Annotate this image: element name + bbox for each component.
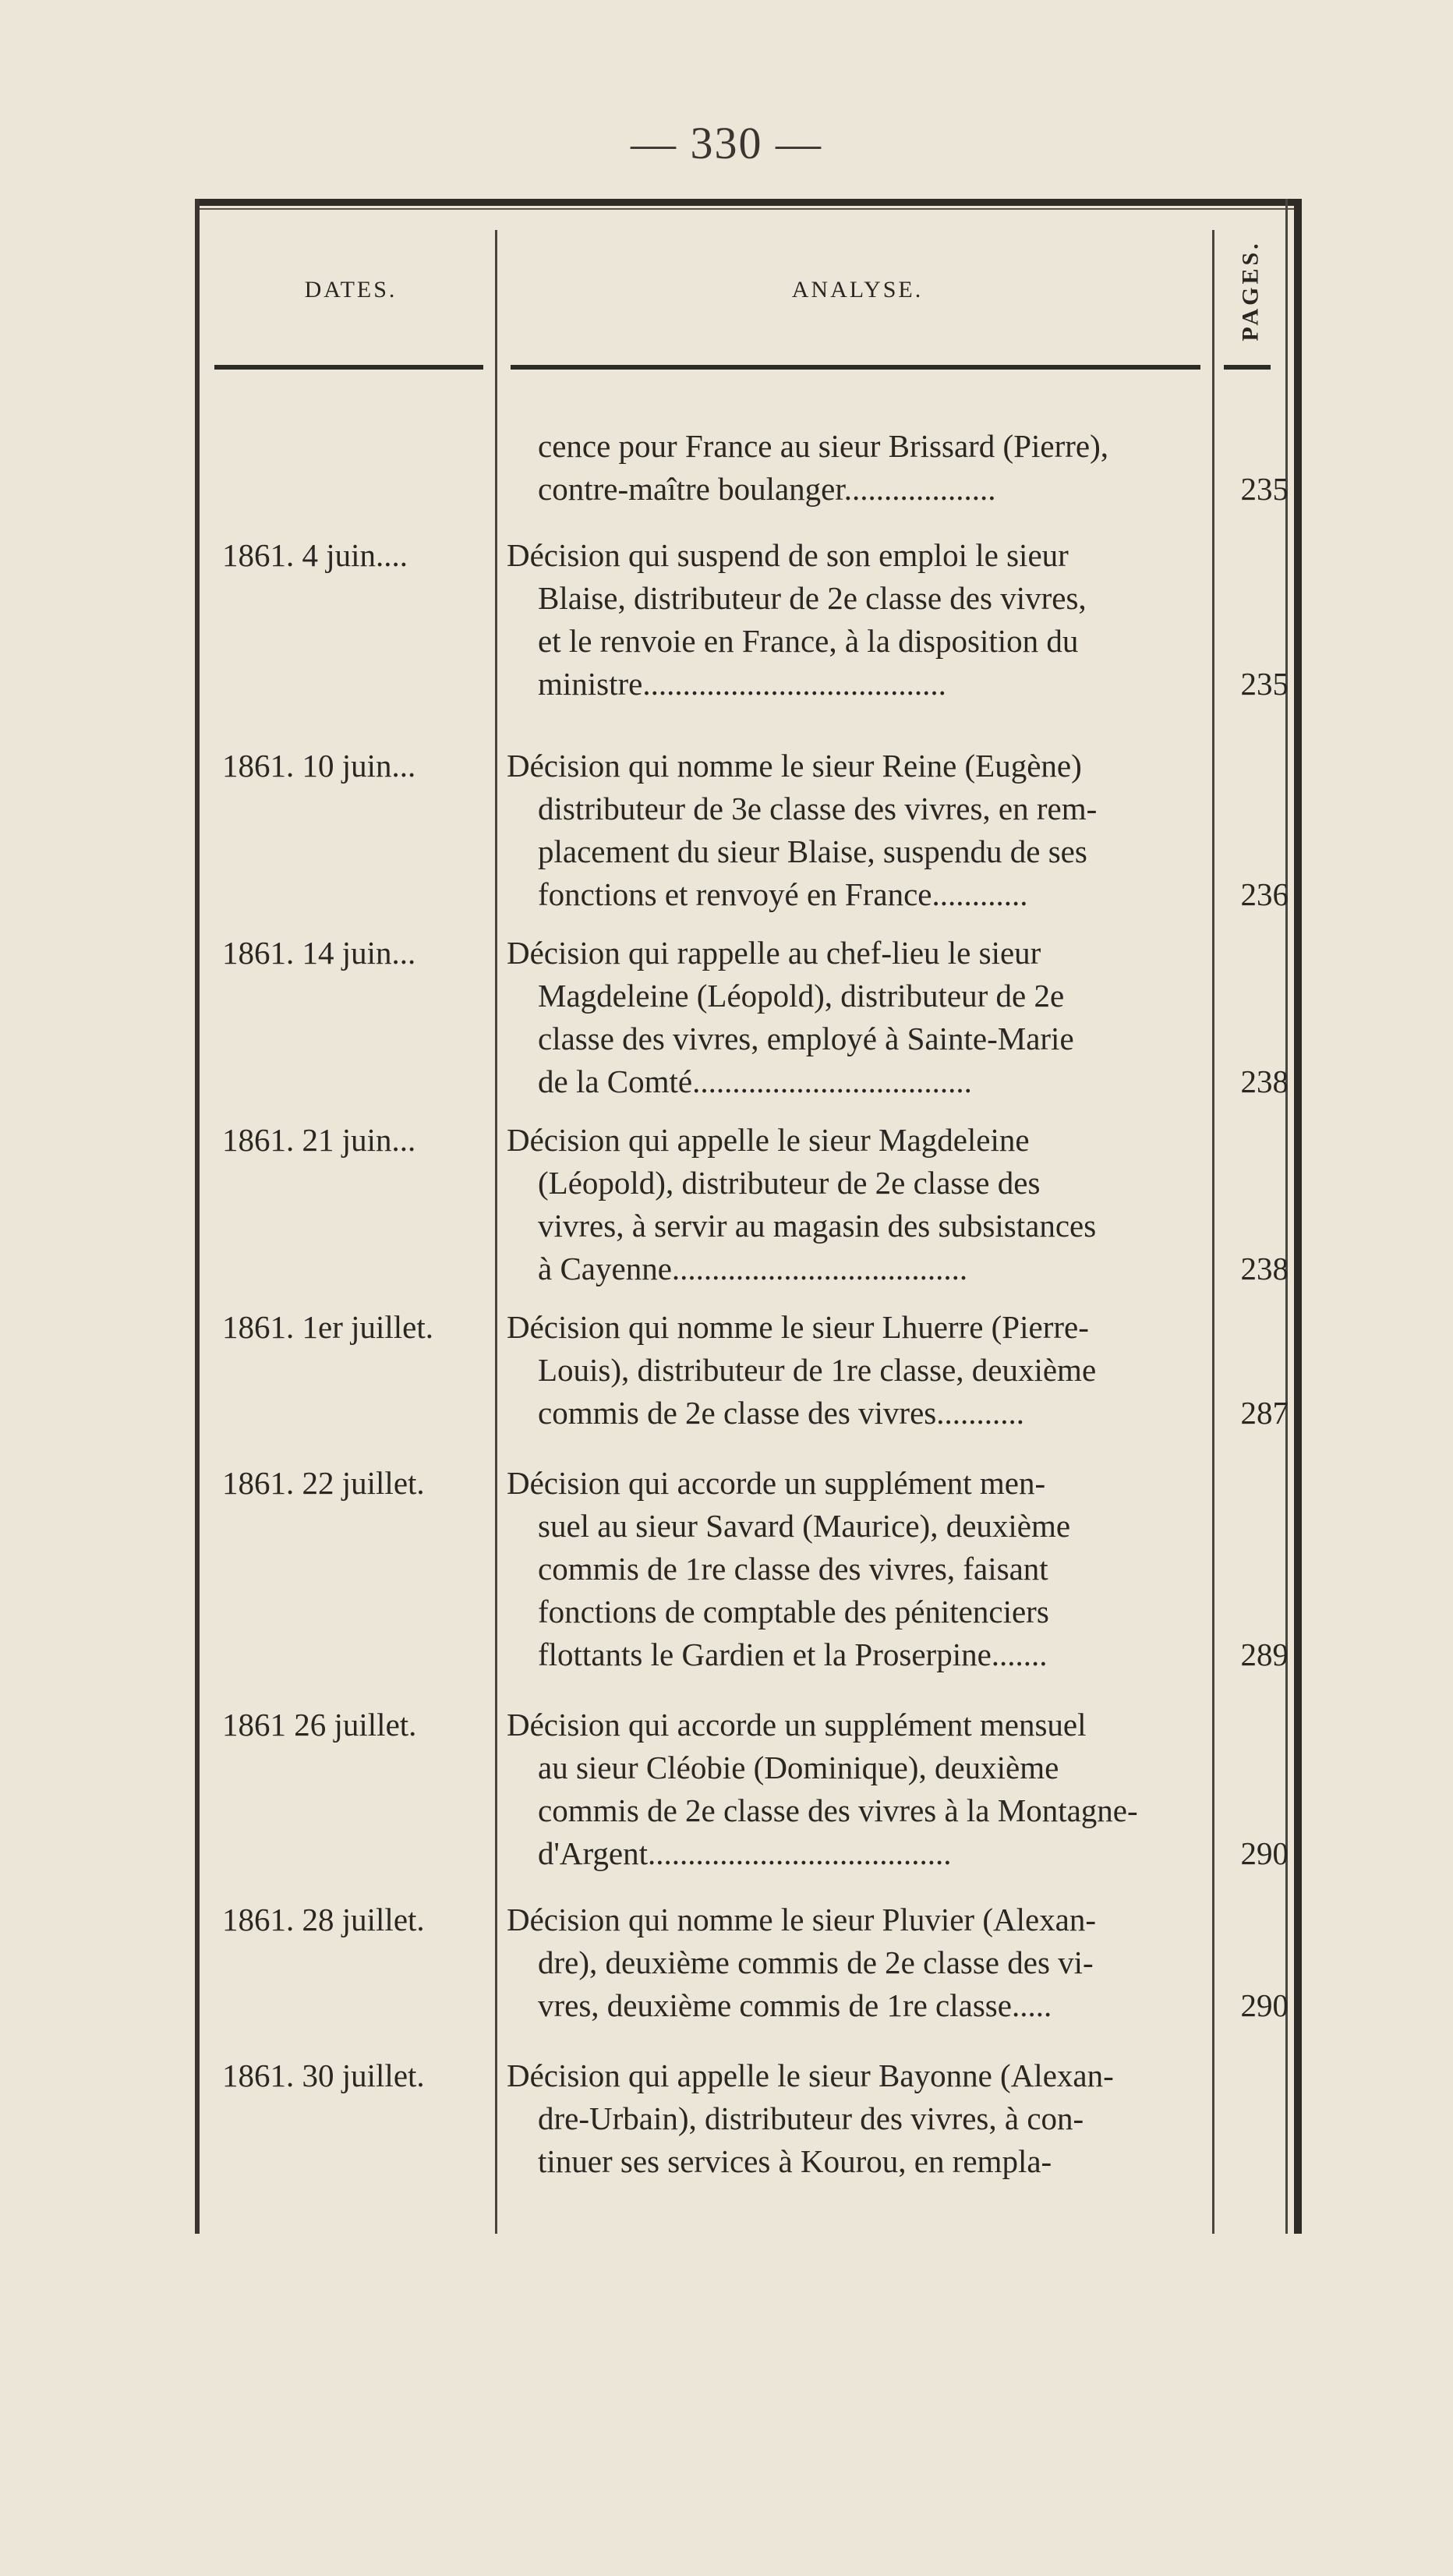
entry-analysis bbox=[507, 1704, 1200, 1875]
entry-line: suel au sieur Savard (Maurice), deuxième bbox=[538, 1508, 1071, 1544]
entry-line: Décision qui nomme le sieur Pluvier (Alexan- bbox=[507, 1902, 1097, 1937]
entry-page: 236 bbox=[1240, 876, 1289, 912]
entry-line: à Cayenne..................................... bbox=[538, 1251, 968, 1286]
right-rule bbox=[1294, 199, 1302, 2234]
entry-line: commis de 2e classe des vivres........... bbox=[538, 1395, 1024, 1431]
entry-date: 1861. 4 juin.... bbox=[222, 537, 408, 573]
entry-line: classe des vivres, employé à Sainte-Marie bbox=[538, 1021, 1074, 1056]
entry-date: 1861. 1er juillet. bbox=[222, 1309, 434, 1345]
top-rule-thin bbox=[195, 208, 1302, 210]
entry-line: Louis), distributeur de 1re classe, deuxième bbox=[538, 1352, 1097, 1388]
index-table bbox=[195, 199, 1302, 2234]
entry-line: ministre...................................... bbox=[538, 666, 946, 702]
entry-line: Décision qui accorde un supplément men- bbox=[507, 1465, 1046, 1501]
entry-page: 289 bbox=[1240, 1637, 1289, 1672]
entry-date: 1861. 30 juillet. bbox=[222, 2058, 425, 2093]
entry-line: Décision qui nomme le sieur Reine (Eugène) bbox=[507, 748, 1082, 784]
entry-line: Décision qui appelle le sieur Magdeleine bbox=[507, 1122, 1030, 1158]
entry-date: 1861. 28 juillet. bbox=[222, 1902, 425, 1937]
column-separator-dates bbox=[495, 230, 497, 2234]
entry-line: fonctions de comptable des pénitenciers bbox=[538, 1594, 1049, 1629]
entry-line: Décision qui appelle le sieur Bayonne (Alexan- bbox=[507, 2058, 1114, 2093]
entry-analysis bbox=[507, 1119, 1200, 1290]
entry-line: placement du sieur Blaise, suspendu de ses bbox=[538, 833, 1087, 869]
entry-line: Décision qui suspend de son emploi le sieur bbox=[507, 537, 1069, 573]
entry-line: Décision qui nomme le sieur Lhuerre (Pierre- bbox=[507, 1309, 1089, 1345]
entry-line: fonctions et renvoyé en France............ bbox=[538, 876, 1028, 912]
page-number: — 330 — bbox=[631, 118, 822, 168]
entry-line: (Léopold), distributeur de 2e classe des bbox=[538, 1165, 1041, 1201]
header-underline-dates bbox=[214, 365, 483, 370]
entry-analysis bbox=[507, 1898, 1200, 2027]
entry-date: 1861 26 juillet. bbox=[222, 1707, 417, 1743]
header-underline-analyse bbox=[511, 365, 1200, 370]
entry-analysis bbox=[507, 1462, 1200, 1676]
entry-analysis bbox=[507, 745, 1200, 916]
top-rule bbox=[195, 199, 1302, 206]
entry-page: 290 bbox=[1240, 1835, 1289, 1871]
entry-line: commis de 2e classe des vivres à la Montagne- bbox=[538, 1792, 1138, 1828]
entry-analysis bbox=[507, 932, 1200, 1103]
header-pages-cell bbox=[1216, 226, 1286, 355]
entry-page: 238 bbox=[1240, 1063, 1289, 1099]
entry-line: Décision qui rappelle au chef-lieu le sieur bbox=[507, 935, 1041, 971]
entry-line: de la Comté................................... bbox=[538, 1063, 972, 1099]
entry-page: 235 bbox=[1240, 471, 1289, 507]
entry-line: au sieur Cléobie (Dominique), deuxième bbox=[538, 1750, 1059, 1785]
entry-date: 1861. 22 juillet. bbox=[222, 1465, 425, 1501]
entry-line: commis de 1re classe des vivres, faisant bbox=[538, 1551, 1048, 1587]
entry-analysis bbox=[507, 2054, 1200, 2183]
entry-page: 238 bbox=[1240, 1251, 1289, 1286]
entry-date: 1861. 10 juin... bbox=[222, 748, 416, 784]
header-pages: PAGES. bbox=[1238, 239, 1264, 341]
entry-line: flottants le Gardien et la Proserpine....... bbox=[538, 1637, 1048, 1672]
entry-line: vres, deuxième commis de 1re classe..... bbox=[538, 1987, 1052, 2023]
header-underline-pages bbox=[1224, 365, 1271, 370]
entry-line: d'Argent...................................... bbox=[538, 1835, 952, 1871]
entry-line: Magdeleine (Léopold), distributeur de 2e bbox=[538, 978, 1065, 1014]
entry-line: vivres, à servir au magasin des subsistances bbox=[538, 1208, 1097, 1244]
entry-date: 1861. 14 juin... bbox=[222, 935, 416, 971]
entry-line: contre-maître boulanger................... bbox=[538, 471, 996, 507]
entry-date: 1861. 21 juin... bbox=[222, 1122, 416, 1158]
left-rule bbox=[195, 199, 200, 2234]
entry-line: Blaise, distributeur de 2e classe des vivres, bbox=[538, 580, 1087, 616]
entry-analysis bbox=[507, 1306, 1200, 1435]
entry-line: dre-Urbain), distributeur des vivres, à con- bbox=[538, 2100, 1084, 2136]
entry-line: Décision qui accorde un supplément mensuel bbox=[507, 1707, 1087, 1743]
entry-page: 290 bbox=[1240, 1987, 1289, 2023]
entry-analysis bbox=[507, 425, 1200, 511]
entry-line: et le renvoie en France, à la disposition du bbox=[538, 623, 1079, 659]
entry-line: tinuer ses services à Kourou, en rempla- bbox=[538, 2143, 1052, 2179]
entry-analysis bbox=[507, 534, 1200, 706]
entry-line: cence pour France au sieur Brissard (Pierre), bbox=[538, 428, 1108, 464]
header-dates: DATES. bbox=[304, 277, 398, 303]
column-separator-pages bbox=[1212, 230, 1214, 2234]
header-analyse: ANALYSE. bbox=[791, 277, 924, 303]
entry-line: distributeur de 3e classe des vivres, en rem- bbox=[538, 791, 1098, 826]
entry-page: 287 bbox=[1240, 1395, 1289, 1431]
entry-line: dre), deuxième commis de 2e classe des vi- bbox=[538, 1944, 1094, 1980]
entry-page: 235 bbox=[1240, 666, 1289, 702]
